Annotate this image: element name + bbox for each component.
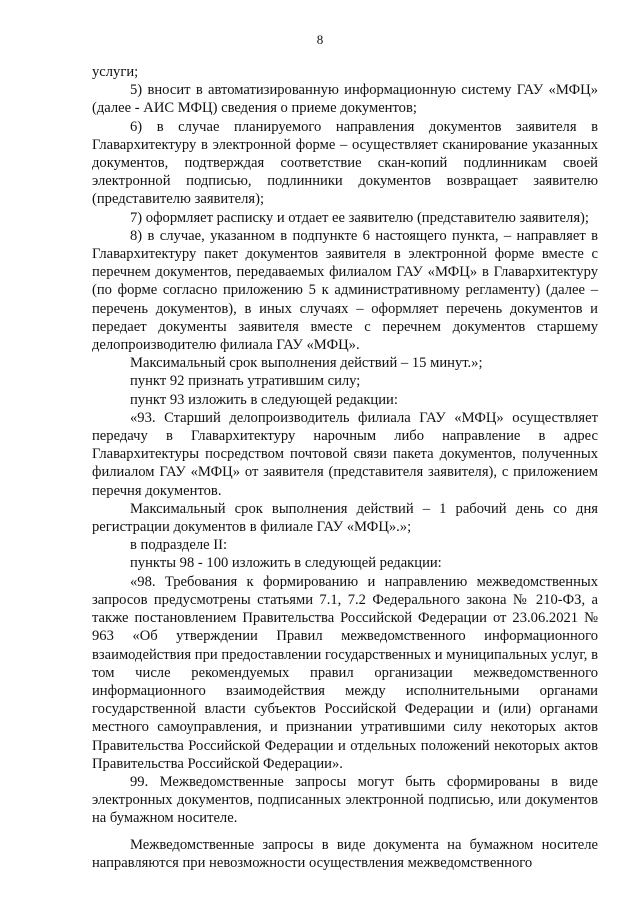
page-number: 8 [316,32,324,47]
paragraph-paper-requests: Межведомственные запросы в виде документа на бумажном носителе направляются при невозможности осуществления межведомственного [92,836,598,871]
paragraph-max-time-15: Максимальный срок выполнения действий – 15 минут.»; [130,355,483,372]
paragraph-item-6: 6) в случае планируемого направления документов заявителя в Главархитектуру в электронной форме – осуществляет сканирование указанных документов, подтверждая соответствие скан-копий подлинникам своей электронной подписью, подлинники документов возвращает заявителю (представителю заявителя); [92,118,598,208]
paragraph-item-98: «98. Требования к формированию и направлению межведомственных запросов предусмотрены статьями 7.1, 7.2 Федерального закона № 210-ФЗ, а также постановлением Правительства Российской Федерации от 23.06.2021 № 963 «Об утверждении Правил межведомственного информационного взаимодействия при предоставлении государственных и муниципальных услуг, в том числе рекомендуемых правил организации межведомственного информационного взаимодействия между исполнительными органами государственной власти субъектов Российской Федерации и (или) органами местного самоуправления, и признании утратившими силу некоторых актов Правительства Российской Федерации и отдельных положений некоторых актов Правительства Российской Федерации». [92,573,598,772]
paragraph-item-99: 99. Межведомственные запросы могут быть сформированы в виде электронных документов, подписанных электронной подписью, или документов на бумажном носителе. [92,773,598,827]
paragraph-item-92: пункт 92 признать утратившим силу; [130,373,361,390]
paragraph-item-7: 7) оформляет расписку и отдает ее заявителю (представителю заявителя); [130,209,589,226]
document-body [92,63,598,872]
paragraph-items-98-100-intro: пункты 98 - 100 изложить в следующей редакции: [130,555,442,572]
paragraph-item-5: 5) вносит в автоматизированную информационную систему ГАУ «МФЦ» (далее - АИС МФЦ) сведения о приеме документов; [92,82,598,117]
paragraph-item-8: 8) в случае, указанном в подпункте 6 настоящего пункта, – направляет в Главархитектуру пакет документов заявителя в электронной форме вместе с перечнем документов, передаваемых филиалом ГАУ «МФЦ» в Главархитектуру (по форме согласно приложению 5 к административному регламенту) (далее – перечень документов), в иных случаях – оформляет перечень документов и передает документы заявителя вместе с перечнем документов старшему делопроизводителю филиала ГАУ «МФЦ». [92,227,598,354]
paragraph-item-93: «93. Старший делопроизводитель филиала ГАУ «МФЦ» осуществляет передачу в Главархитектуру нарочным либо направление в адрес Главархитектуры посредством почтовой связи пакета документов, полученных филиалом ГАУ «МФЦ» от заявителя (представителя заявителя), с приложением перечня документов. [92,409,598,499]
paragraph-services-end: услуги; [92,64,139,80]
paragraph-item-93-intro: пункт 93 изложить в следующей редакции: [130,391,398,408]
paragraph-max-time-1-day: Максимальный срок выполнения действий – 1 рабочий день со дня регистрации документов в филиале ГАУ «МФЦ».»; [92,500,598,536]
paragraph-subsection-ii: в подразделе II: [130,537,228,554]
